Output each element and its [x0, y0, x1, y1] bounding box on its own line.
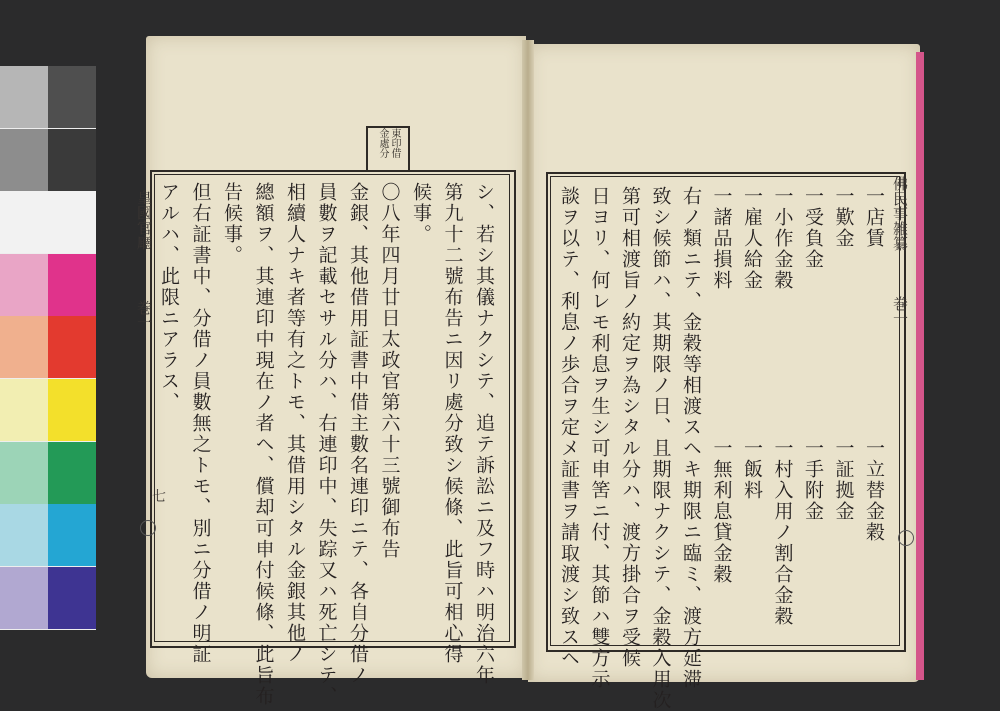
color-swatch — [0, 504, 48, 566]
left-sidebar-volume: 巻一 — [135, 300, 153, 330]
color-swatch — [0, 316, 48, 378]
color-swatch — [0, 379, 48, 441]
text-column: 總額ヲ、其連印中現在ノ者ヘ、償却可申付候條、此旨布 — [252, 182, 275, 707]
color-swatch — [48, 504, 96, 566]
color-swatch — [0, 66, 48, 128]
text-column: 一雇人給金 一飯料 — [741, 186, 763, 501]
color-swatch — [0, 567, 48, 629]
stamp-line: 東印借 — [389, 128, 400, 158]
text-column: 一店賃 一立替金穀 — [863, 186, 885, 543]
text-column: 但右証書中、分借ノ員數無之トモ、別ニ分借ノ明証 — [189, 182, 212, 665]
text-column: アルハ、此限ニアラス、 — [158, 182, 180, 413]
text-column: 〇八年四月廿日太政官第六十三號御布告 — [378, 182, 401, 560]
color-swatch — [48, 66, 96, 128]
text-column: 候事。 — [410, 182, 432, 245]
color-swatch — [0, 191, 48, 253]
text-column: シ、若シ其儀ナクシテ、追テ訴訟ニ及フ時ハ明治六年 — [473, 182, 495, 686]
folio-circle-mark — [140, 520, 156, 536]
color-swatch — [48, 129, 96, 191]
text-column: 金銀、其他借用証書中借主數名連印ニテ、各自分借ノ — [347, 182, 369, 686]
text-column: 一歎金 一証拠金 — [832, 186, 855, 522]
text-column: 告候事。 — [221, 182, 243, 266]
text-column: 一諸品損料 一無利息貸金穀 — [710, 186, 733, 585]
left-sidebar-title: 皇國官廰 — [135, 190, 153, 250]
color-swatch — [0, 442, 48, 504]
color-swatch — [48, 316, 96, 378]
color-swatch — [48, 191, 96, 253]
color-swatch — [48, 254, 96, 316]
color-swatch — [48, 379, 96, 441]
text-column: 一受負金 一手附金 — [802, 186, 824, 522]
text-column: 員數ヲ記載セサル分ハ、右連印中、失踪又ハ死亡シテ、 — [315, 182, 338, 707]
text-column: 日ヨリ、何レモ利息ヲ生シ可申筈ニ付、其節ハ雙方示 — [588, 186, 611, 690]
text-column: 一小作金穀 一村入用ノ割合金穀 — [771, 186, 794, 627]
folio-circle-mark-right — [898, 530, 914, 546]
text-column: 右ノ類ニテ、金穀等相渡スヘキ期限ニ臨ミ、渡方延滞 — [680, 186, 702, 690]
text-column: 談ヲ以テ、利息ノ歩合ヲ定メ証書ヲ請取渡シ致スヘ — [558, 186, 580, 669]
color-swatch — [0, 129, 48, 191]
left-folio-number: 七 — [152, 489, 166, 505]
text-column: 第九十二號布告ニ因リ處分致シ候條、此旨可相心得 — [441, 182, 464, 665]
page-edge-stripe — [916, 52, 924, 680]
text-column: 致シ候節ハ、其期限ノ日、且期限ナクシテ、金穀入用次 — [649, 186, 672, 711]
color-swatch — [48, 442, 96, 504]
stamp-line: 金處分 — [377, 128, 388, 158]
color-swatch — [48, 567, 96, 629]
text-column: 第可相渡旨ノ約定ヲ為シタル分ハ、渡方掛合ヲ受候 — [619, 186, 641, 669]
book-gutter — [522, 40, 534, 680]
right-sidebar-volume: 巻一 — [891, 296, 909, 326]
text-column: 相續人ナキ者等有之トモ、其借用シタル金銀其他ノ — [284, 182, 306, 665]
library-stamp — [366, 126, 410, 172]
right-sidebar-title: 佛民事雑纂 — [891, 176, 909, 251]
color-calibration-chart — [0, 66, 96, 630]
color-swatch — [0, 254, 48, 316]
